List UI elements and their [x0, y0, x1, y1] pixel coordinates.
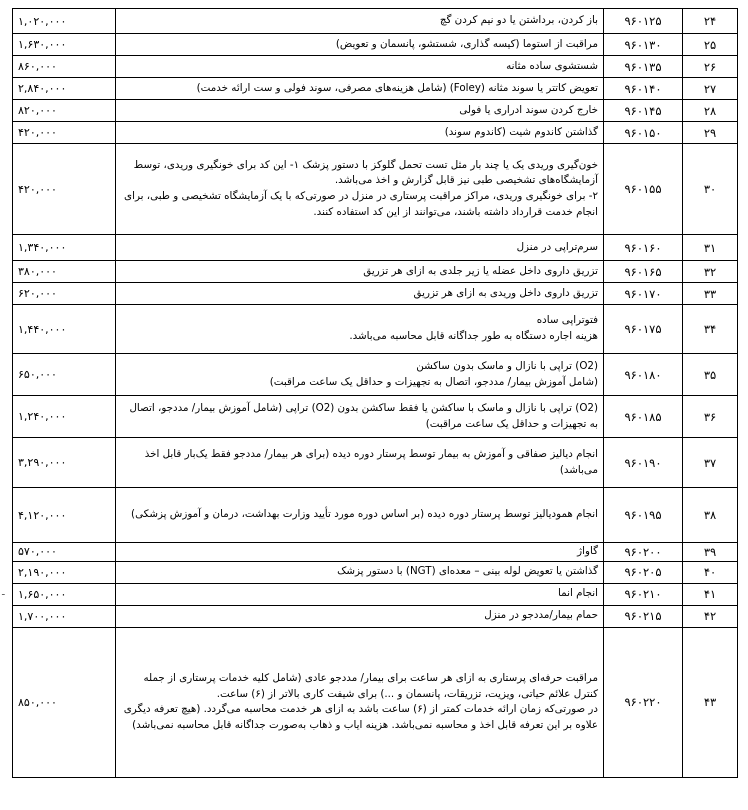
- description-text: خارج کردن سوند ادراری یا فولی: [459, 103, 598, 116]
- service-description: [116, 305, 604, 354]
- tariff-amount: ۲,۸۴۰,۰۰۰: [13, 78, 116, 100]
- row-number: ۴۰: [683, 561, 738, 583]
- table-row: [13, 488, 738, 543]
- table-row: [13, 261, 738, 283]
- table-row: [13, 396, 738, 438]
- service-description: [116, 605, 604, 627]
- table-row: [13, 100, 738, 122]
- service-description: [116, 144, 604, 235]
- row-number: ۲۵: [683, 34, 738, 56]
- row-number: ۴۱: [683, 583, 738, 605]
- service-code: ۹۶۰۲۰۵: [604, 561, 683, 583]
- tariff-amount: ۵۷۰,۰۰۰: [13, 543, 116, 562]
- description-text: گذاشتن کاندوم شیت (کاندوم سوند): [444, 125, 598, 138]
- service-code: ۹۶۰۱۴۵: [604, 100, 683, 122]
- margin-mark: ـ: [2, 588, 5, 598]
- row-number: ۳۷: [683, 438, 738, 488]
- tariff-table: [12, 8, 738, 778]
- description-text: خون‌گیری وریدی یک یا چند بار مثل تست تحمل گلوکز با دستور پزشک ۱- این کد برای خونگیری وریدی، توسط آزمایشگاه‌های تشخیصی طبی نیز قابل گزارش و اخذ می‌باشد.: [133, 158, 598, 187]
- description-text: تعویض کاتتر یا سوند مثانه (Foley) (شامل هزینه‌های مصرفی، سوند فولی و ست ارائه خدمت): [196, 81, 598, 94]
- description-text: فتوتراپی ساده: [536, 314, 598, 327]
- description-text: مراقبت حرفه‌ای پرستاری به ازای هر ساعت برای بیمار/ مددجو عادی (شامل کلیه خدمات پرستاری از جمله کنترل علائم حیاتی، ویزیت، تزریقات، پانسمان و ...) برای شیفت کاری بالاتر از (۶) ساعت.: [143, 671, 598, 700]
- table-row: [13, 438, 738, 488]
- description-text: انجام انما: [558, 587, 598, 600]
- description-text: باز کردن، برداشتن یا دو نیم کردن گچ: [439, 14, 598, 27]
- tariff-amount: ۸۵۰,۰۰۰: [13, 627, 116, 777]
- service-code: ۹۶۰۱۴۰: [604, 78, 683, 100]
- tariff-amount: ۲,۱۹۰,۰۰۰: [13, 561, 116, 583]
- row-number: ۳۲: [683, 261, 738, 283]
- description-text: گذاشتن یا تعویض لوله بینی – معده‌ای (NGT) با دستور پزشک: [337, 565, 598, 578]
- tariff-amount: ۳۸۰,۰۰۰: [13, 261, 116, 283]
- description-text: شستشوی ساده مثانه: [506, 59, 598, 72]
- service-description: [116, 122, 604, 144]
- tariff-amount: ۱,۲۴۰,۰۰۰: [13, 396, 116, 438]
- tariff-amount: ۶۲۰,۰۰۰: [13, 283, 116, 305]
- row-number: ۳۶: [683, 396, 738, 438]
- row-number: ۳۴: [683, 305, 738, 354]
- service-code: ۹۶۰۱۷۰: [604, 283, 683, 305]
- tariff-amount: ۶۵۰,۰۰۰: [13, 354, 116, 396]
- description-text: (O2) تراپی با نازال و ماسک بدون ساکشن: [416, 359, 598, 372]
- tariff-amount: ۱,۶۳۰,۰۰۰: [13, 34, 116, 56]
- description-text: گاواژ: [577, 545, 598, 557]
- description-text: (O2) تراپی با نازال و ماسک با ساکشن یا فقط ساکشن بدون (O2) تراپی (شامل آموزش بیمار/ مددجو، اتصال به تجهیزات و حداقل یک ساعت مراقبت): [129, 401, 598, 430]
- description-text: تزریق داروی داخل عضله یا زیر جلدی به ازای هر تزریق: [363, 264, 598, 277]
- table-row: [13, 144, 738, 235]
- service-description: [116, 235, 604, 261]
- row-number: ۲۹: [683, 122, 738, 144]
- service-code: ۹۶۰۱۶۵: [604, 261, 683, 283]
- service-code: ۹۶۰۱۳۰: [604, 34, 683, 56]
- table-row: [13, 283, 738, 305]
- service-description: [116, 34, 604, 56]
- service-code: ۹۶۰۱۷۵: [604, 305, 683, 354]
- service-code: ۹۶۰۱۲۵: [604, 9, 683, 34]
- table-row: [13, 122, 738, 144]
- description-text: حمام بیمار/مددجو در منزل: [484, 609, 598, 622]
- row-number: ۳۵: [683, 354, 738, 396]
- table-row: [13, 78, 738, 100]
- tariff-amount: ۸۲۰,۰۰۰: [13, 100, 116, 122]
- table-row: [13, 9, 738, 34]
- service-code: ۹۶۰۲۲۰: [604, 627, 683, 777]
- service-description: [116, 488, 604, 543]
- tariff-amount: ۴۲۰,۰۰۰: [13, 122, 116, 144]
- service-code: ۹۶۰۲۱۰: [604, 583, 683, 605]
- service-code: ۹۶۰۱۹۰: [604, 438, 683, 488]
- description-text: (شامل آموزش بیمار/ مددجو، اتصال به تجهیزات و حداقل یک ساعت مراقبت): [269, 375, 598, 388]
- service-code: ۹۶۰۲۱۵: [604, 605, 683, 627]
- service-description: [116, 583, 604, 605]
- table-row: [13, 605, 738, 627]
- service-description: [116, 78, 604, 100]
- tariff-amount: ۱,۰۲۰,۰۰۰: [13, 9, 116, 34]
- tariff-amount: ۱,۷۰۰,۰۰۰: [13, 605, 116, 627]
- service-description: [116, 283, 604, 305]
- tariff-amount: ۱,۴۴۰,۰۰۰: [13, 305, 116, 354]
- row-number: ۳۰: [683, 144, 738, 235]
- tariff-amount: ۳,۲۹۰,۰۰۰: [13, 438, 116, 488]
- service-description: [116, 438, 604, 488]
- table-row: [13, 627, 738, 777]
- description-text: تزریق داروی داخل وریدی به ازای هر تزریق: [413, 286, 598, 299]
- row-number: ۴۳: [683, 627, 738, 777]
- service-description: [116, 100, 604, 122]
- table-row: [13, 56, 738, 78]
- description-text: هزینه اجاره دستگاه به طور جداگانه قابل محاسبه می‌باشد.: [349, 330, 598, 342]
- row-number: ۲۷: [683, 78, 738, 100]
- service-code: ۹۶۰۱۸۰: [604, 354, 683, 396]
- service-description: [116, 354, 604, 396]
- service-code: ۹۶۰۱۶۰: [604, 235, 683, 261]
- description-text: ۲- برای خونگیری وریدی، مراکز مراقبت پرستاری در منزل در صورتی‌که با یک آزمایشگاه تشخیصی و طبی، برای انجام خدمت قرارداد داشته باشند، می‌توانند از این کد استفاده کنند.: [124, 190, 598, 218]
- description-text: انجام دیالیز صفاقی و آموزش به بیمار توسط پرستار دوره دیده (برای هر بیمار/ مددجو فقط یک‌بار قابل اخذ می‌باشد): [144, 447, 598, 476]
- table-row: [13, 235, 738, 261]
- description-text: مراقبت از استوما (کیسه گذاری، شستشو، پانسمان و تعویض): [335, 37, 598, 50]
- description-text: انجام همودیالیز توسط پرستار دوره دیده (بر اساس دوره مورد تأیید وزارت بهداشت، درمان و آموزش پزشکی): [131, 508, 598, 521]
- tariff-amount: ۱,۶۵۰,۰۰۰: [13, 583, 116, 605]
- tariff-amount: ۸۶۰,۰۰۰: [13, 56, 116, 78]
- row-number: ۳۹: [683, 543, 738, 562]
- description-text: در صورتی‌که زمان ارائه خدمات کمتر از (۶) ساعت باشد به ازای هر خدمت محاسبه می‌گردد. (هیچ تعرفه دیگری علاوه بر این تعرفه قابل اخذ و محاسبه نمی‌باشد. هزینه ایاب و ذهاب به‌صورت جداگانه قابل محاسبه نمی‌باشد): [123, 703, 598, 731]
- table-row: [13, 583, 738, 605]
- row-number: ۲۸: [683, 100, 738, 122]
- table-row: [13, 34, 738, 56]
- service-description: [116, 9, 604, 34]
- service-code: ۹۶۰۲۰۰: [604, 543, 683, 562]
- service-description: [116, 561, 604, 583]
- row-number: ۲۴: [683, 9, 738, 34]
- service-code: ۹۶۰۱۵۵: [604, 144, 683, 235]
- table-row: [13, 354, 738, 396]
- service-code: ۹۶۰۱۵۰: [604, 122, 683, 144]
- service-code: ۹۶۰۱۹۵: [604, 488, 683, 543]
- row-number: ۳۳: [683, 283, 738, 305]
- table-row: [13, 543, 738, 562]
- row-number: ۴۲: [683, 605, 738, 627]
- table-row: [13, 561, 738, 583]
- service-description: [116, 261, 604, 283]
- service-description: [116, 543, 604, 562]
- tariff-amount: ۴۲۰,۰۰۰: [13, 144, 116, 235]
- tariff-amount: ۱,۳۴۰,۰۰۰: [13, 235, 116, 261]
- service-description: [116, 627, 604, 777]
- table-row: [13, 305, 738, 354]
- service-description: [116, 396, 604, 438]
- service-code: ۹۶۰۱۳۵: [604, 56, 683, 78]
- row-number: ۳۸: [683, 488, 738, 543]
- tariff-amount: ۴,۱۲۰,۰۰۰: [13, 488, 116, 543]
- description-text: سرم‌تراپی در منزل: [516, 240, 598, 253]
- service-description: [116, 56, 604, 78]
- service-code: ۹۶۰۱۸۵: [604, 396, 683, 438]
- row-number: ۳۱: [683, 235, 738, 261]
- row-number: ۲۶: [683, 56, 738, 78]
